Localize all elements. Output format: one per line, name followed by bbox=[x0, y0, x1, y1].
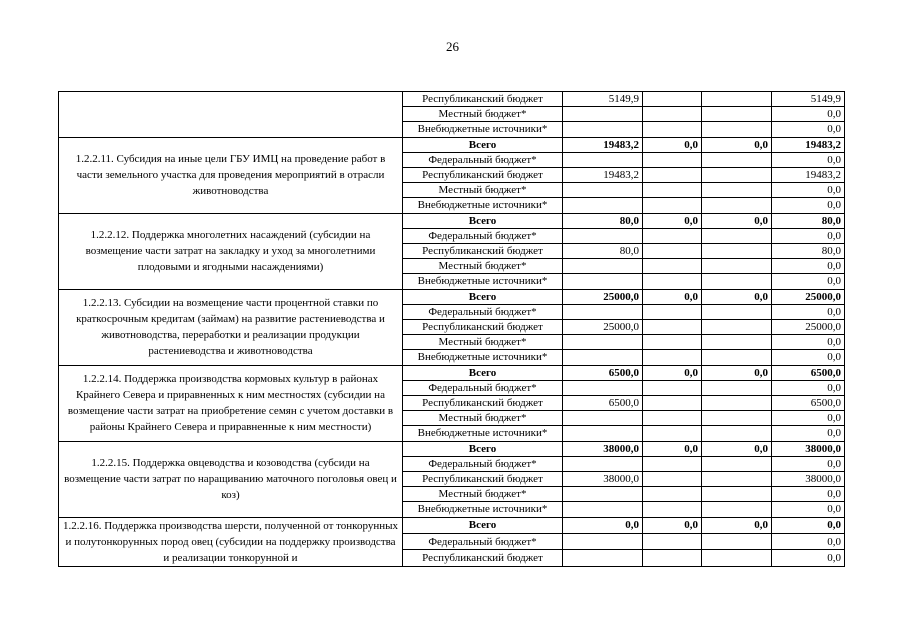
value-cell bbox=[643, 502, 702, 517]
value-cell: 80,0 bbox=[772, 244, 845, 259]
value-cell bbox=[643, 183, 702, 198]
funding-source-cell: Федеральный бюджет* bbox=[403, 304, 563, 319]
value-cell: 0,0 bbox=[643, 289, 702, 304]
value-cell bbox=[702, 320, 772, 335]
value-cell bbox=[643, 122, 702, 137]
value-cell: 0,0 bbox=[702, 517, 772, 533]
value-cell bbox=[702, 502, 772, 517]
value-cell: 38000,0 bbox=[563, 441, 643, 456]
funding-source-cell: Республиканский бюджет bbox=[403, 244, 563, 259]
value-cell: 25000,0 bbox=[772, 289, 845, 304]
value-cell: 38000,0 bbox=[772, 441, 845, 456]
measure-cell: 1.2.2.16. Поддержка производства шерсти, полученной от тонкорунных и полутонкорунных пород овец (субсидии на поддержку производства и реализации тонкорунной и bbox=[59, 517, 403, 566]
value-cell: 80,0 bbox=[563, 213, 643, 228]
value-cell bbox=[702, 335, 772, 350]
value-cell: 19483,2 bbox=[772, 137, 845, 152]
funding-source-cell: Федеральный бюджет* bbox=[403, 152, 563, 167]
value-cell bbox=[702, 487, 772, 502]
funding-source-cell: Внебюджетные источники* bbox=[403, 198, 563, 213]
value-cell: 0,0 bbox=[772, 107, 845, 122]
funding-source-cell: Республиканский бюджет bbox=[403, 320, 563, 335]
table-row-total bbox=[59, 289, 845, 304]
table-row-total bbox=[59, 137, 845, 152]
value-cell: 0,0 bbox=[643, 137, 702, 152]
value-cell bbox=[702, 396, 772, 411]
value-cell bbox=[702, 472, 772, 487]
table-row bbox=[59, 92, 845, 107]
value-cell: 0,0 bbox=[702, 365, 772, 380]
measure-cell bbox=[59, 92, 403, 138]
value-cell bbox=[702, 411, 772, 426]
funding-source-cell: Республиканский бюджет bbox=[403, 168, 563, 183]
value-cell bbox=[702, 228, 772, 243]
funding-source-cell: Внебюджетные источники* bbox=[403, 350, 563, 365]
value-cell bbox=[702, 198, 772, 213]
value-cell bbox=[643, 107, 702, 122]
value-cell: 6500,0 bbox=[563, 396, 643, 411]
value-cell bbox=[643, 456, 702, 471]
value-cell bbox=[643, 152, 702, 167]
value-cell: 0,0 bbox=[772, 380, 845, 395]
value-cell bbox=[643, 198, 702, 213]
value-cell bbox=[563, 228, 643, 243]
value-cell bbox=[643, 350, 702, 365]
value-cell bbox=[563, 487, 643, 502]
value-cell: 19483,2 bbox=[563, 168, 643, 183]
funding-source-cell: Республиканский бюджет bbox=[403, 472, 563, 487]
value-cell: 6500,0 bbox=[563, 365, 643, 380]
value-cell bbox=[702, 304, 772, 319]
funding-source-cell: Местный бюджет* bbox=[403, 411, 563, 426]
value-cell bbox=[563, 411, 643, 426]
value-cell bbox=[563, 534, 643, 550]
measure-cell: 1.2.2.11. Субсидия на иные цели ГБУ ИМЦ на проведение работ в части земельного участка для проведения мероприятий в отрасли животноводства bbox=[59, 137, 403, 213]
funding-source-cell: Местный бюджет* bbox=[403, 183, 563, 198]
funding-source-cell: Всего bbox=[403, 517, 563, 533]
funding-source-cell: Внебюджетные источники* bbox=[403, 502, 563, 517]
value-cell: 0,0 bbox=[643, 365, 702, 380]
value-cell bbox=[563, 550, 643, 566]
value-cell bbox=[643, 380, 702, 395]
funding-source-cell: Федеральный бюджет* bbox=[403, 456, 563, 471]
value-cell bbox=[643, 228, 702, 243]
value-cell bbox=[563, 350, 643, 365]
table-row-total bbox=[59, 213, 845, 228]
value-cell: 25000,0 bbox=[563, 320, 643, 335]
funding-source-cell: Всего bbox=[403, 137, 563, 152]
funding-source-cell: Всего bbox=[403, 441, 563, 456]
funding-source-cell: Республиканский бюджет bbox=[403, 550, 563, 566]
value-cell bbox=[702, 274, 772, 289]
value-cell bbox=[643, 396, 702, 411]
funding-source-cell: Всего bbox=[403, 289, 563, 304]
value-cell: 0,0 bbox=[563, 517, 643, 533]
value-cell: 0,0 bbox=[772, 122, 845, 137]
value-cell bbox=[643, 411, 702, 426]
value-cell: 0,0 bbox=[772, 152, 845, 167]
value-cell bbox=[563, 122, 643, 137]
value-cell: 0,0 bbox=[643, 441, 702, 456]
value-cell: 0,0 bbox=[772, 304, 845, 319]
value-cell: 0,0 bbox=[772, 228, 845, 243]
value-cell: 0,0 bbox=[772, 534, 845, 550]
funding-source-cell: Федеральный бюджет* bbox=[403, 534, 563, 550]
funding-source-cell: Внебюджетные источники* bbox=[403, 122, 563, 137]
value-cell bbox=[563, 259, 643, 274]
measure-cell: 1.2.2.13. Субсидии на возмещение части процентной ставки по краткосрочным кредитам (займам) на развитие растениеводства и животноводства, переработки и реализации продукции растениеводства и животноводства bbox=[59, 289, 403, 365]
value-cell bbox=[702, 456, 772, 471]
page-number: 26 bbox=[446, 39, 459, 54]
funding-source-cell: Местный бюджет* bbox=[403, 259, 563, 274]
funding-source-cell: Местный бюджет* bbox=[403, 107, 563, 122]
funding-source-cell: Республиканский бюджет bbox=[403, 396, 563, 411]
value-cell: 25000,0 bbox=[772, 320, 845, 335]
value-cell: 80,0 bbox=[772, 213, 845, 228]
value-cell bbox=[643, 274, 702, 289]
funding-source-cell: Местный бюджет* bbox=[403, 487, 563, 502]
budget-table bbox=[58, 91, 845, 567]
value-cell: 0,0 bbox=[772, 550, 845, 566]
value-cell bbox=[563, 426, 643, 441]
value-cell bbox=[702, 183, 772, 198]
value-cell bbox=[563, 304, 643, 319]
value-cell bbox=[643, 550, 702, 566]
value-cell: 5149,9 bbox=[772, 92, 845, 107]
value-cell bbox=[702, 92, 772, 107]
value-cell bbox=[702, 152, 772, 167]
value-cell bbox=[702, 107, 772, 122]
value-cell bbox=[643, 304, 702, 319]
value-cell bbox=[643, 534, 702, 550]
value-cell bbox=[563, 152, 643, 167]
value-cell bbox=[643, 320, 702, 335]
value-cell bbox=[563, 380, 643, 395]
value-cell: 0,0 bbox=[772, 426, 845, 441]
value-cell: 6500,0 bbox=[772, 365, 845, 380]
table-row-total bbox=[59, 441, 845, 456]
value-cell bbox=[643, 168, 702, 183]
value-cell: 0,0 bbox=[643, 517, 702, 533]
value-cell: 19483,2 bbox=[563, 137, 643, 152]
table-row-total bbox=[59, 365, 845, 380]
value-cell bbox=[702, 122, 772, 137]
value-cell bbox=[702, 534, 772, 550]
value-cell bbox=[563, 335, 643, 350]
value-cell: 0,0 bbox=[702, 137, 772, 152]
value-cell: 80,0 bbox=[563, 244, 643, 259]
value-cell bbox=[643, 426, 702, 441]
value-cell bbox=[702, 259, 772, 274]
value-cell: 0,0 bbox=[772, 350, 845, 365]
value-cell bbox=[702, 168, 772, 183]
value-cell: 0,0 bbox=[772, 487, 845, 502]
value-cell: 19483,2 bbox=[772, 168, 845, 183]
funding-source-cell: Республиканский бюджет bbox=[403, 92, 563, 107]
value-cell: 0,0 bbox=[772, 335, 845, 350]
value-cell bbox=[702, 244, 772, 259]
value-cell bbox=[563, 456, 643, 471]
measure-cell: 1.2.2.15. Поддержка овцеводства и козоводства (субсиди на возмещение части затрат по наращиванию маточного поголовья овец и коз) bbox=[59, 441, 403, 517]
value-cell: 0,0 bbox=[702, 289, 772, 304]
value-cell: 5149,9 bbox=[563, 92, 643, 107]
funding-source-cell: Всего bbox=[403, 213, 563, 228]
value-cell: 0,0 bbox=[772, 183, 845, 198]
value-cell bbox=[643, 244, 702, 259]
value-cell bbox=[702, 426, 772, 441]
value-cell bbox=[563, 502, 643, 517]
value-cell bbox=[563, 107, 643, 122]
value-cell: 0,0 bbox=[643, 213, 702, 228]
value-cell: 0,0 bbox=[772, 259, 845, 274]
value-cell bbox=[643, 92, 702, 107]
value-cell: 25000,0 bbox=[563, 289, 643, 304]
funding-source-cell: Внебюджетные источники* bbox=[403, 274, 563, 289]
funding-source-cell: Местный бюджет* bbox=[403, 335, 563, 350]
value-cell bbox=[563, 198, 643, 213]
value-cell: 0,0 bbox=[772, 456, 845, 471]
value-cell: 6500,0 bbox=[772, 396, 845, 411]
value-cell bbox=[702, 550, 772, 566]
value-cell bbox=[563, 274, 643, 289]
budget-table-body bbox=[59, 92, 845, 567]
value-cell: 0,0 bbox=[772, 502, 845, 517]
value-cell bbox=[702, 350, 772, 365]
value-cell: 0,0 bbox=[772, 411, 845, 426]
value-cell bbox=[643, 335, 702, 350]
value-cell: 38000,0 bbox=[563, 472, 643, 487]
value-cell: 0,0 bbox=[772, 198, 845, 213]
value-cell: 0,0 bbox=[702, 213, 772, 228]
value-cell bbox=[643, 472, 702, 487]
value-cell: 0,0 bbox=[702, 441, 772, 456]
table-row-total bbox=[59, 517, 845, 533]
value-cell bbox=[702, 380, 772, 395]
funding-source-cell: Внебюджетные источники* bbox=[403, 426, 563, 441]
funding-source-cell: Всего bbox=[403, 365, 563, 380]
value-cell bbox=[643, 487, 702, 502]
measure-cell: 1.2.2.12. Поддержка многолетних насаждений (субсидии на возмещение части затрат на закладку и уход за многолетними плодовыми и ягодными насаждениями) bbox=[59, 213, 403, 289]
value-cell: 0,0 bbox=[772, 274, 845, 289]
value-cell: 38000,0 bbox=[772, 472, 845, 487]
value-cell bbox=[563, 183, 643, 198]
value-cell bbox=[643, 259, 702, 274]
funding-source-cell: Федеральный бюджет* bbox=[403, 228, 563, 243]
measure-cell: 1.2.2.14. Поддержка производства кормовых культур в районах Крайнего Севера и приравненных к ним местностях (субсидии на возмещение части затрат на приобретение семян с учетом доставки в районы Крайнего Севера и приравненные к ним местности) bbox=[59, 365, 403, 441]
value-cell: 0,0 bbox=[772, 517, 845, 533]
funding-source-cell: Федеральный бюджет* bbox=[403, 380, 563, 395]
